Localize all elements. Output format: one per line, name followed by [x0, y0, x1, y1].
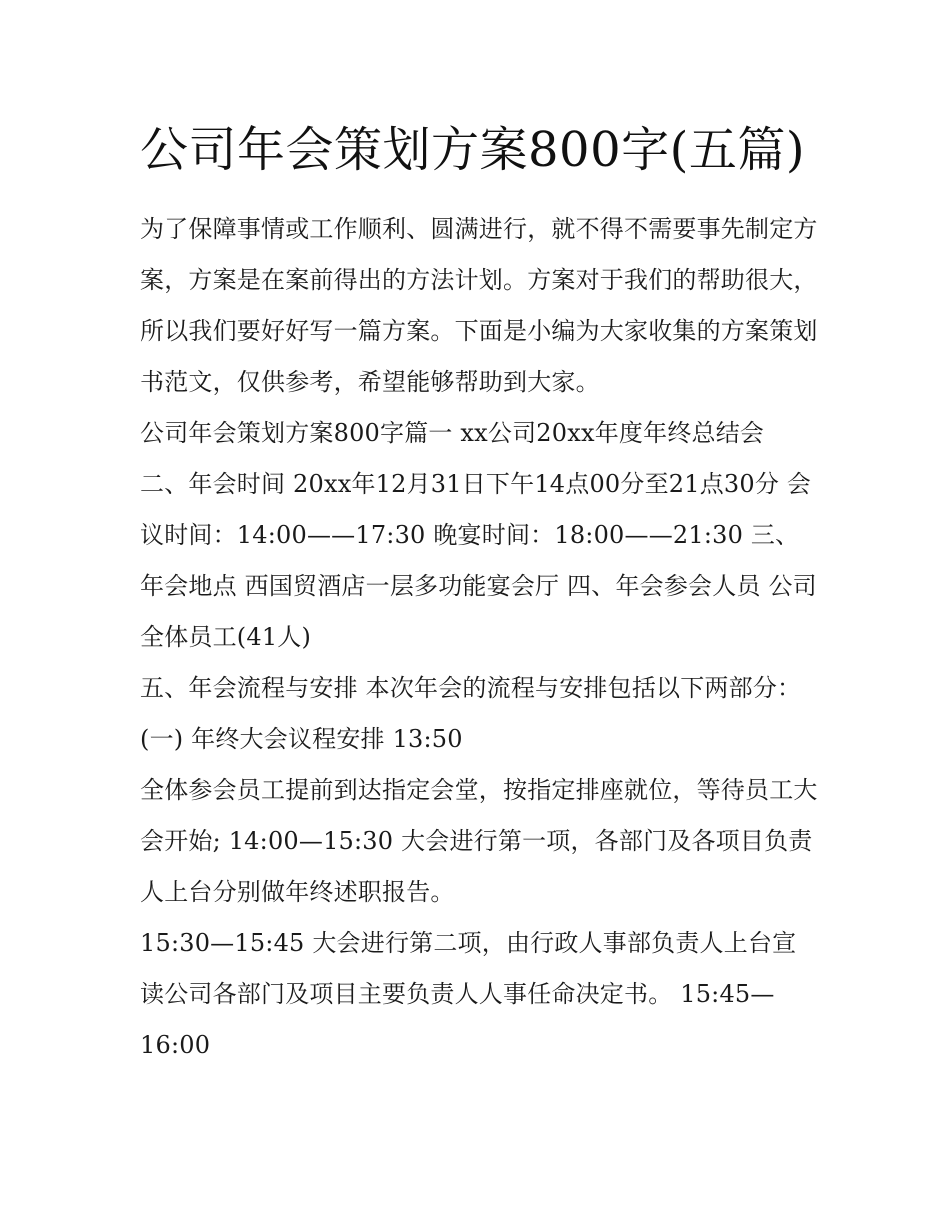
- document-body: [140, 110, 820, 1071]
- document-title: 公司年会策划方案800字(五篇): [140, 122, 806, 178]
- agenda-heading-paragraph: 五、年会流程与安排 本次年会的流程与安排包括以下两部分： (一) 年终大会议程安排 13:50: [140, 674, 802, 753]
- event-info-paragraph: 公司年会策划方案800字篇一 xx公司20xx年度年终总结会 二、年会时间 20xx年12月31日下午14点00分至21点30分 会议时间：14:00——17:30 晚宴时间：18:00——21:30 三、年会地点 西国贸酒店一层多功能宴会厅 四、年会参会人员 公司全体员工(41人): [140, 419, 817, 651]
- agenda-item-paragraph-2: 15:30—15:45 大会进行第二项，由行政人事部负责人上台宣读公司各部门及项目主要负责人人事任命决定书。 15:45—16:00: [140, 929, 797, 1059]
- agenda-item-paragraph: 全体参会员工提前到达指定会堂，按指定排座就位，等待员工大会开始; 14:00—15:30 大会进行第一项，各部门及各项目负责人上台分别做年终述职报告。: [140, 776, 818, 906]
- intro-paragraph: 为了保障事情或工作顺利、圆满进行，就不得不需要事先制定方案，方案是在案前得出的方法计划。方案对于我们的帮助很大，所以我们要好好写一篇方案。下面是小编为大家收集的方案策划书范文，仅供参考，希望能够帮助到大家。: [140, 215, 818, 396]
